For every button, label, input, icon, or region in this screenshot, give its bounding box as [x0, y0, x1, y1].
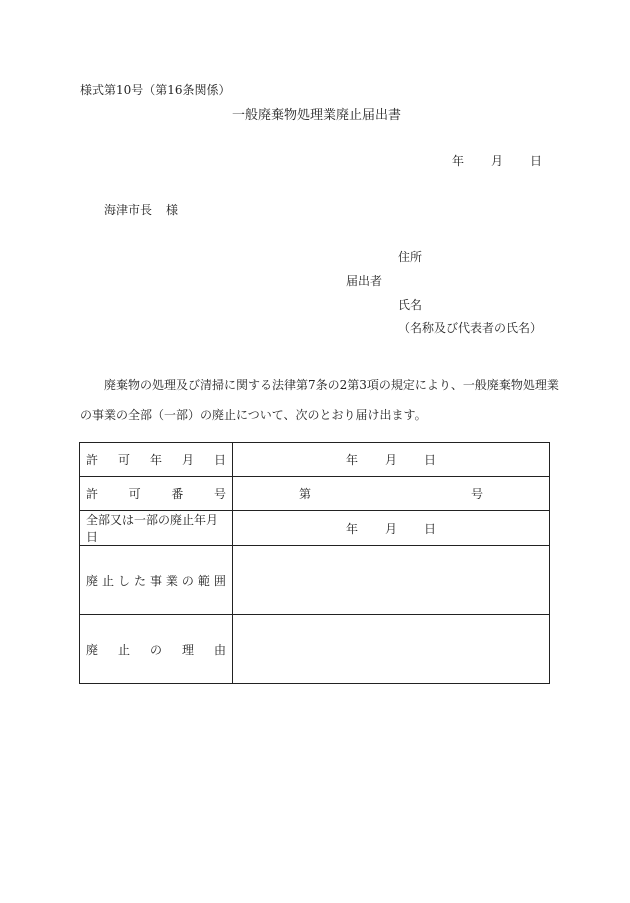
reason-label: [86, 641, 226, 658]
address-label: 住所: [398, 250, 423, 264]
filer-label: 届出者: [346, 274, 383, 288]
label-cell: [80, 477, 233, 511]
table-row-permit-number: [80, 477, 550, 511]
name-label: 氏名: [398, 298, 423, 312]
business-scope-value[interactable]: [233, 546, 550, 615]
permit-number-label: [86, 485, 226, 502]
abolition-date-label: 全部又は一部の廃止年月日: [86, 513, 219, 544]
business-scope-label: [86, 572, 226, 589]
table-row-reason: [80, 615, 550, 684]
label-char: 可: [117, 453, 130, 467]
date-day: 日: [530, 154, 543, 168]
addressee-honorific: 様: [166, 203, 179, 217]
value-year: 年: [345, 453, 358, 467]
label-char: 事: [149, 573, 162, 588]
table-row-abolition-date: [80, 511, 550, 546]
label-char: 由: [213, 642, 226, 657]
value-month: 月: [384, 521, 397, 536]
date-month: 月: [491, 154, 504, 168]
label-char: 廃: [86, 573, 99, 588]
label-char: 可: [128, 487, 141, 501]
label-char: 範: [197, 573, 210, 588]
label-char: 許: [86, 453, 99, 467]
label-char: た: [133, 573, 146, 588]
form-number: 様式第10号（第16条関係）: [80, 83, 231, 97]
date-line: [452, 152, 542, 169]
value-prefix: 第: [298, 487, 311, 501]
addressee: [104, 201, 178, 218]
label-char: 理: [181, 642, 194, 657]
label-cell: [80, 511, 233, 546]
label-cell: [80, 615, 233, 684]
abolition-date-value: [233, 511, 550, 546]
label-char: し: [117, 573, 130, 588]
table-row-permit-date: [80, 443, 550, 477]
label-char: 月: [181, 453, 194, 467]
permit-number-value: [233, 477, 550, 511]
table-row-business-scope: [80, 546, 550, 615]
label-char: 年: [149, 453, 162, 467]
label-char: 日: [213, 453, 226, 467]
value-month: 月: [384, 453, 397, 467]
label-char: 号: [213, 487, 226, 501]
label-char: 許: [86, 487, 99, 501]
value-day: 日: [424, 453, 437, 467]
value-suffix: 号: [471, 487, 484, 501]
document-title: 一般廃棄物処理業廃止届出書: [232, 108, 402, 123]
label-char: の: [149, 642, 162, 657]
label-char: 業: [165, 573, 178, 588]
permit-date-value: [233, 443, 550, 477]
label-char: 囲: [213, 573, 226, 588]
name-note: （名称及び代表者の氏名）: [398, 321, 543, 335]
label-char: 止: [101, 573, 114, 588]
label-char: の: [181, 573, 194, 588]
value-day: 日: [424, 521, 437, 536]
report-table: [79, 442, 550, 684]
date-year: 年: [452, 154, 465, 168]
label-char: 廃: [86, 642, 99, 657]
permit-date-label: [86, 451, 226, 468]
addressee-name: 海津市長: [104, 203, 153, 217]
label-char: 番: [171, 487, 184, 501]
reason-value[interactable]: [233, 615, 550, 684]
label-cell: [80, 443, 233, 477]
label-char: 止: [117, 642, 130, 657]
body-text: 廃棄物の処理及び清掃に関する法律第7条の2第3項の規定により、一般廃棄物処理業の事業の全部（一部）の廃止について、次のとおり届け出ます。: [80, 378, 559, 422]
value-year: 年: [345, 521, 358, 536]
label-cell: [80, 546, 233, 615]
